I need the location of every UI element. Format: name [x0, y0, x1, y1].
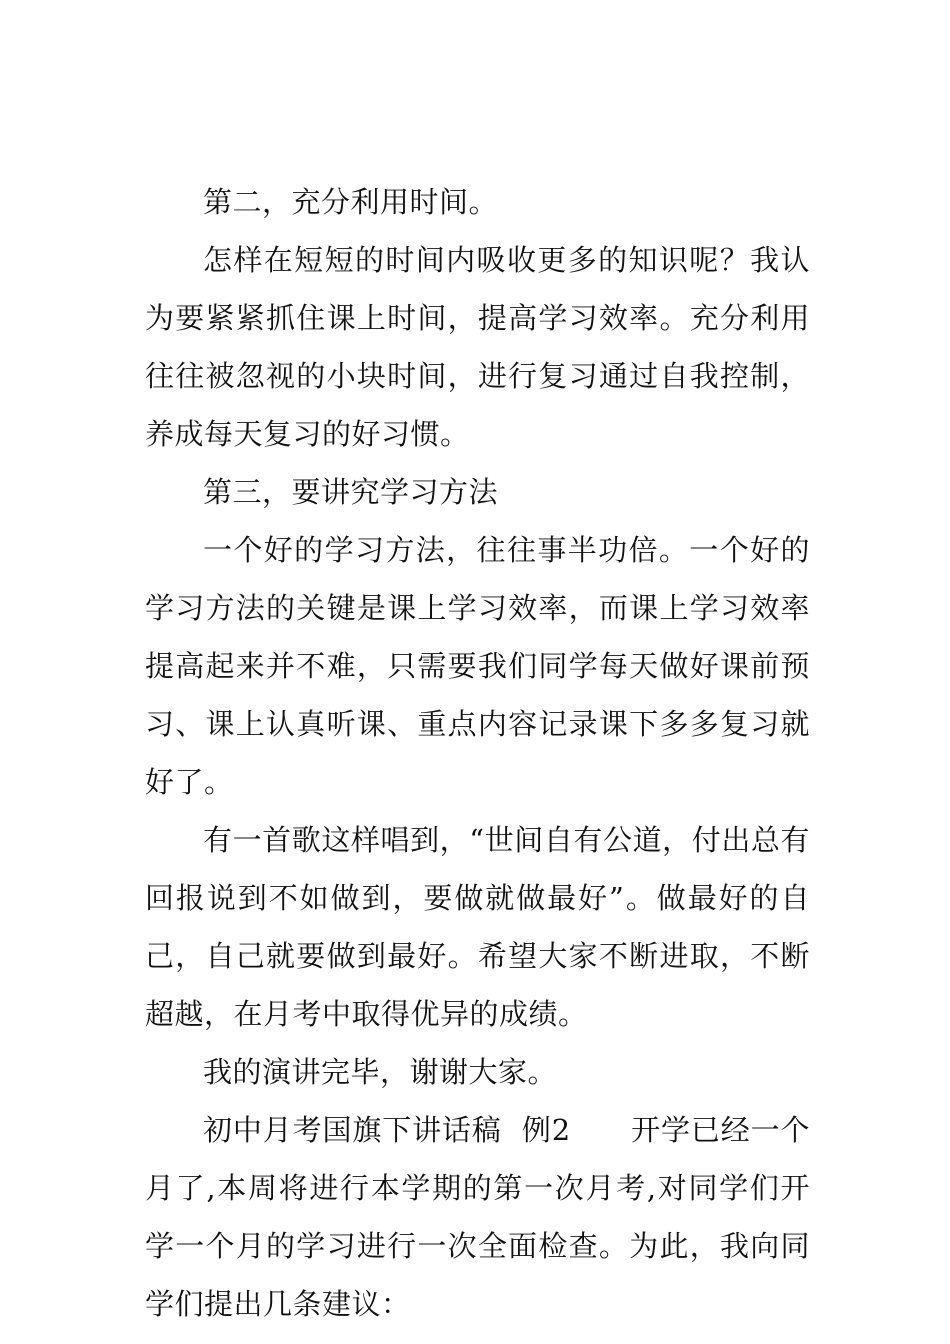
paragraph-song-quote: 有一首歌这样唱到，“世间自有公道，付出总有回报说到不如做到，要做就做最好”。做最好的自己，自己就要做到最好。希望大家不断进取，不断超越，在月考中取得优异的成绩。	[145, 823, 810, 1031]
paragraph-example-two: 初中月考国旗下讲话稿 例2 开学已经一个月了,本周将进行本学期的第一次月考,对同学们开学一个月的学习进行一次全面检查。为此，我向同学们提出几条建议：	[145, 1113, 810, 1321]
paragraph-heading-second: 第二，充分利用时间。	[203, 185, 499, 219]
paragraph-time-usage: 怎样在短短的时间内吸收更多的知识呢？我认为要紧紧抓住课上时间，提高学习效率。充分利用往往被忽视的小块时间，进行复习通过自我控制，养成每天复习的好习惯。	[145, 243, 810, 451]
document-body	[145, 173, 810, 1333]
paragraph-heading-third: 第三，要讲究学习方法	[203, 475, 499, 509]
paragraph-closing: 我的演讲完毕，谢谢大家。	[203, 1055, 558, 1089]
paragraph-study-method: 一个好的学习方法，往往事半功倍。一个好的学习方法的关键是课上学习效率，而课上学习效率提高起来并不难，只需要我们同学每天做好课前预习、课上认真听课、重点内容记录课下多多复习就好了。	[145, 533, 810, 799]
